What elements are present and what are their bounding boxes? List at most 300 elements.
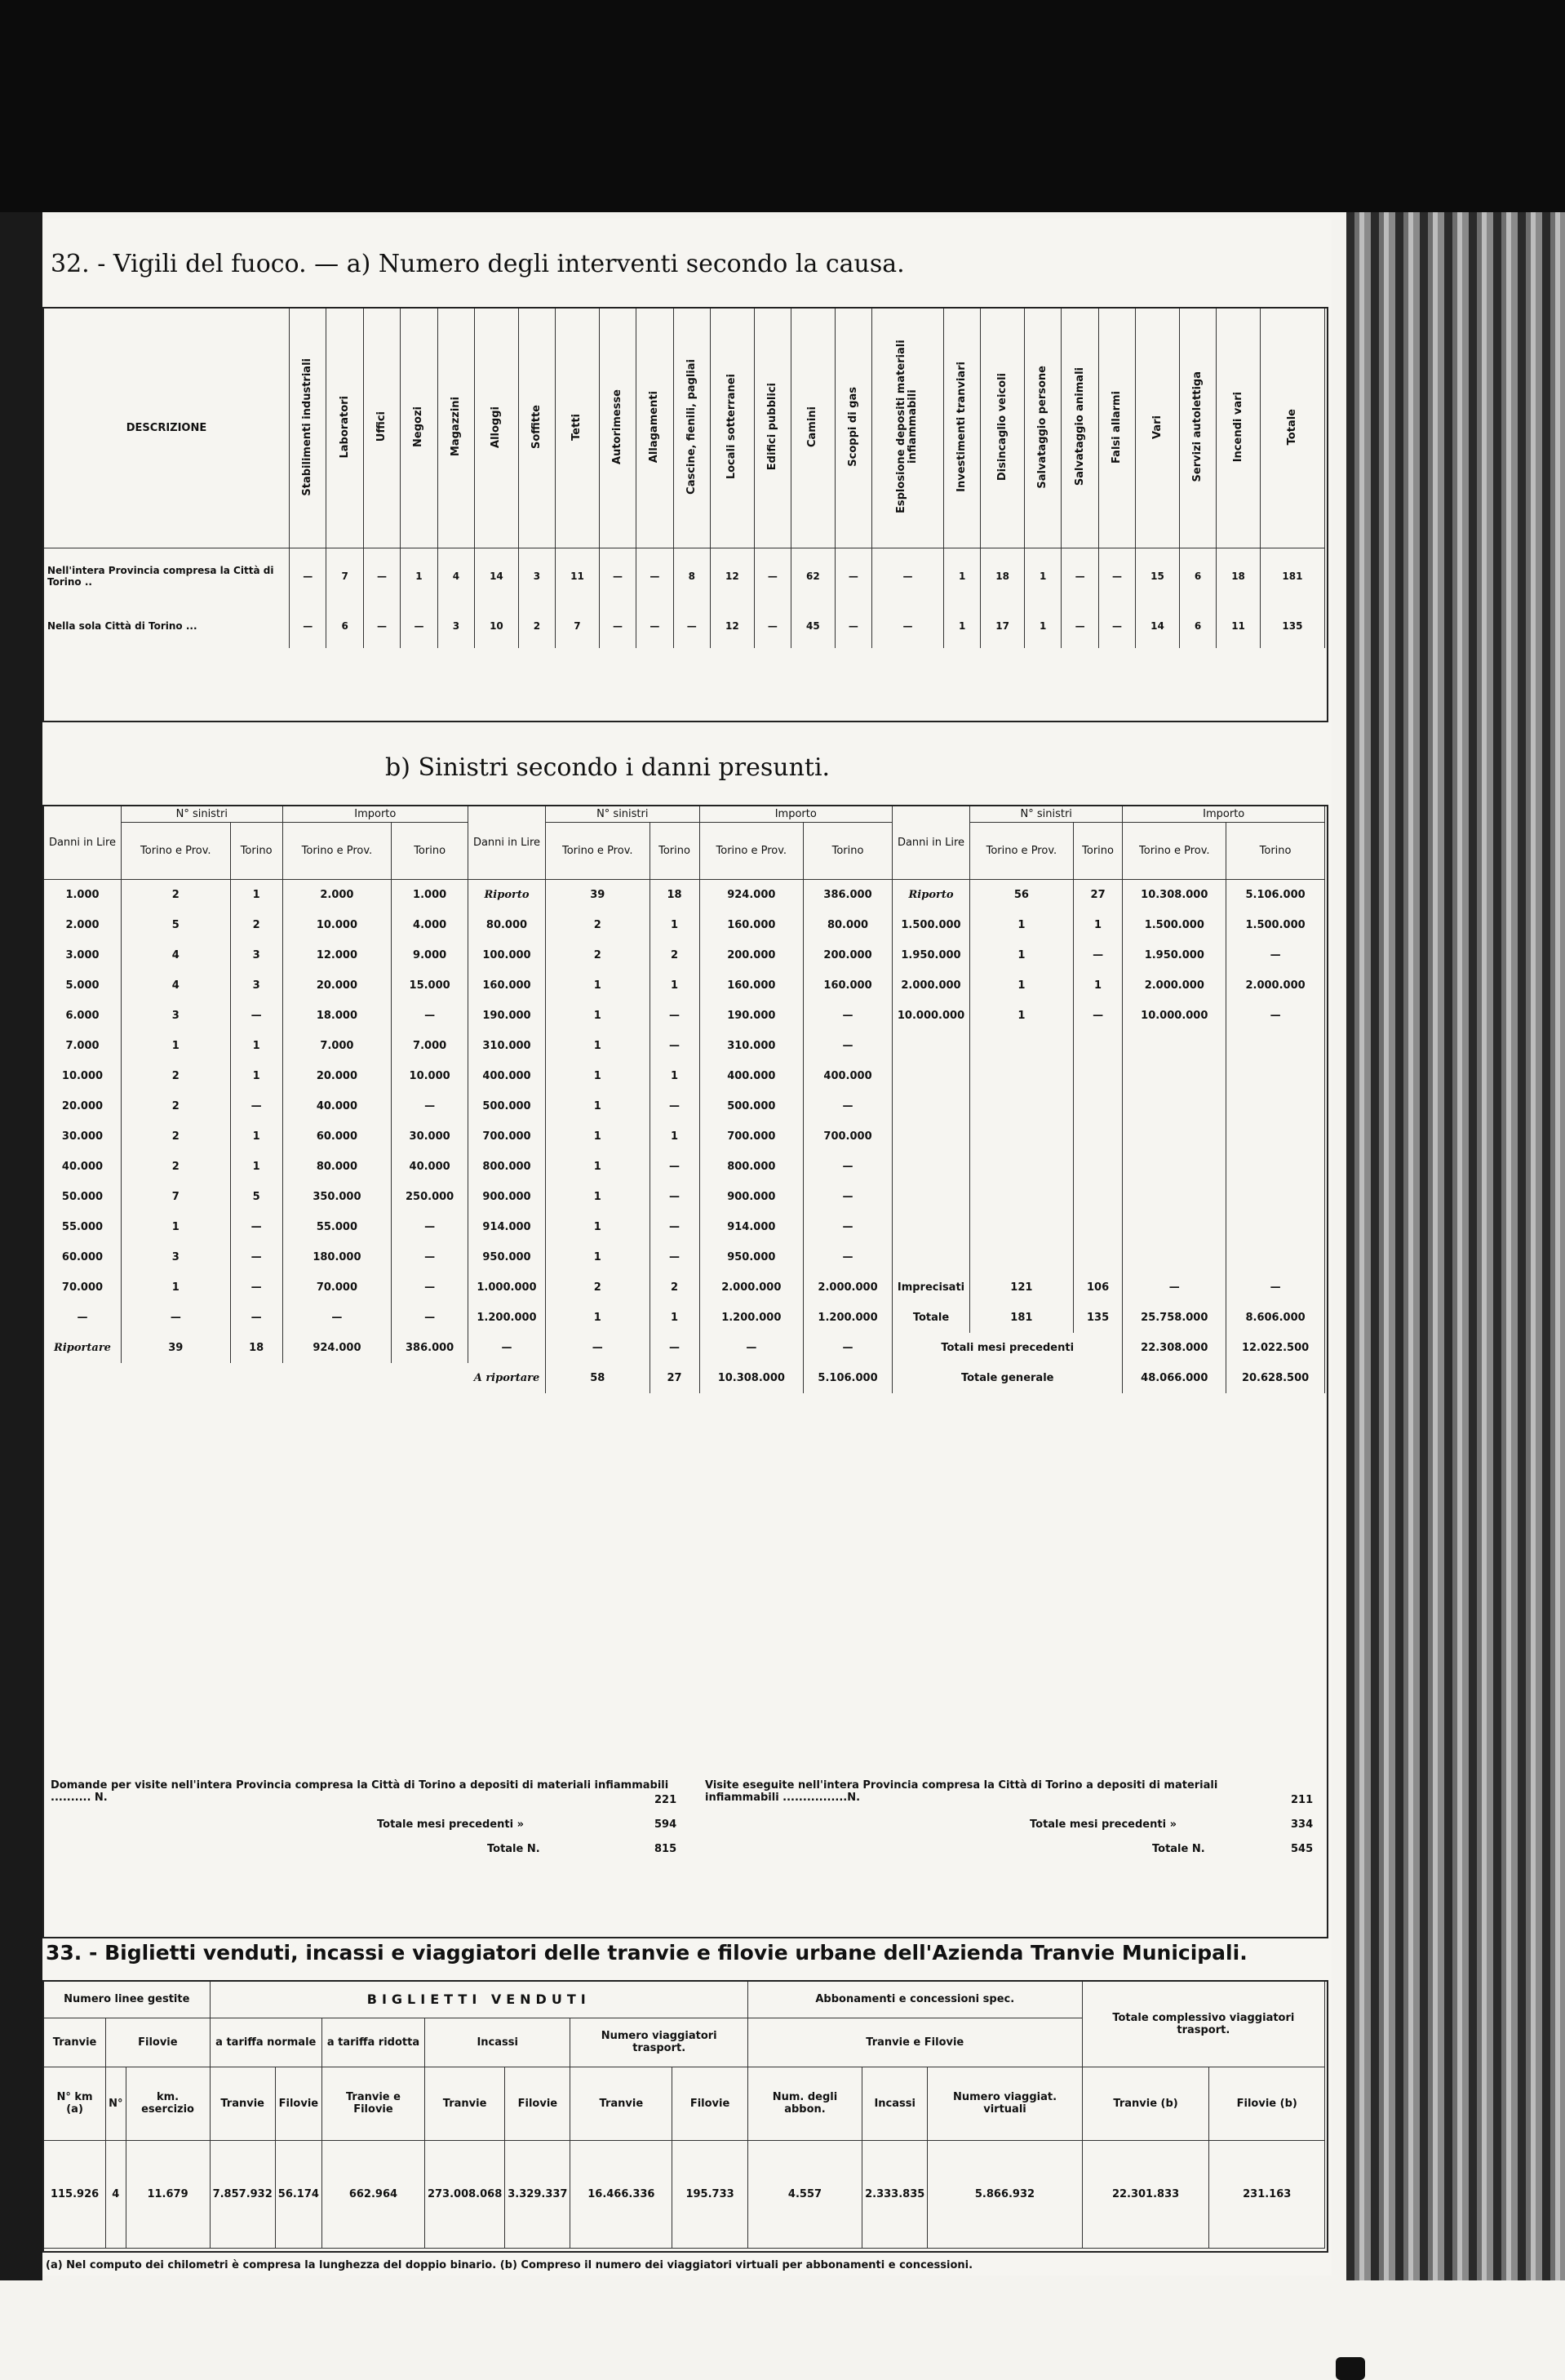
blank-cell: [1073, 1121, 1123, 1152]
value-cell: 22.301.833: [1082, 2140, 1209, 2248]
cell-value: —: [804, 1182, 893, 1212]
table-row: [44, 1001, 468, 1031]
cause-header-label: Laboratori: [338, 395, 351, 459]
th-cause-11: [711, 309, 755, 548]
blank-cell: [1226, 1121, 1325, 1152]
cell-value: —: [804, 1001, 893, 1031]
section33-note: (a) Nel computo dei chilometri è compresa la lunghezza del doppio binario. (b) Compreso il numero dei viaggiatori virtuali per abbonamenti e concessioni.: [46, 2259, 973, 2271]
cell-value: 80.000: [468, 910, 546, 940]
cell-value: 950.000: [468, 1242, 546, 1272]
cell-value: 3: [230, 940, 282, 970]
riporto-row: [893, 880, 1325, 911]
cause-header-label: Stabilimenti industriali: [301, 357, 314, 496]
cell-value: 40.000: [392, 1152, 468, 1182]
th-cause-24: [1260, 309, 1324, 548]
table-row: [468, 940, 893, 970]
cell-value: 4.000: [392, 910, 468, 940]
cell-value: —: [649, 1031, 699, 1061]
footer-left-v2: 594: [654, 1818, 677, 1831]
cause-header-label: Scoppi di gas: [846, 387, 859, 467]
cell-value: 700.000: [468, 1121, 546, 1152]
th-h_torino_prov: Torino e Prov.: [970, 823, 1074, 880]
th-kmes: km. esercizio: [126, 2067, 210, 2140]
cell-value: 386.000: [392, 1333, 468, 1363]
cell-value: 1: [546, 1242, 650, 1272]
cell-value: 180.000: [282, 1242, 392, 1272]
cell-value: 2: [122, 1152, 231, 1182]
table-row: [893, 1001, 1325, 1031]
th-sub-6: Filovie: [672, 2067, 748, 2140]
cause-header-label: Incendi vari: [1231, 391, 1244, 463]
th-cause-21: [1136, 309, 1180, 548]
cell-value: 700.000: [804, 1121, 893, 1152]
cause-header-label: Locali sotterranei: [725, 374, 738, 480]
cell-value: 400.000: [468, 1061, 546, 1091]
cell-value: 1: [1073, 910, 1123, 940]
cell-value: 1: [1024, 604, 1061, 648]
blank-cell: [970, 1061, 1074, 1091]
cell-value: 2: [122, 1091, 231, 1121]
table-row: [468, 1212, 893, 1242]
cell-value: —: [649, 1212, 699, 1242]
cause-header-label: Magazzini: [449, 397, 462, 457]
blank-cell: [970, 1152, 1074, 1182]
th-danni: Danni in Lire: [893, 806, 970, 880]
cell-value: 100.000: [468, 940, 546, 970]
th-totale: Totale complessivo viaggiatori trasport.: [1082, 1982, 1324, 2067]
cell-value: 27: [649, 1363, 699, 1393]
cell-value: —: [392, 1001, 468, 1031]
cell-value: 18: [649, 880, 699, 911]
th-cause-3: [401, 309, 437, 548]
table-row: [44, 910, 468, 940]
cell-value: 914.000: [468, 1212, 546, 1242]
cell-value: 45: [791, 604, 836, 648]
cell-value: 5: [122, 910, 231, 940]
cell-value: 1: [649, 1061, 699, 1091]
table-b-group-2: [468, 806, 893, 1393]
cell-value: 9.000: [392, 940, 468, 970]
cell-value: 190.000: [699, 1001, 804, 1031]
cell-value: 310.000: [699, 1031, 804, 1061]
th-sub-5: Tranvie: [570, 2067, 672, 2140]
tot-gen-label: Totale generale: [893, 1363, 1123, 1393]
th-importo: Importo: [282, 806, 468, 823]
riporto-row: [468, 880, 893, 911]
row-label: Nella sola Città di Torino ...: [44, 604, 290, 648]
cell-value: 5.000: [44, 970, 122, 1001]
cell-value: 900.000: [699, 1182, 804, 1212]
scan-dark-top: [0, 0, 1565, 212]
th-sub-10: Tranvie (b): [1082, 2067, 1209, 2140]
cell-value: 7: [122, 1182, 231, 1212]
cell-value: 1: [546, 1091, 650, 1121]
cell-value: 6: [326, 604, 363, 648]
value-cell: 11.679: [126, 2140, 210, 2248]
cell-value: 80.000: [804, 910, 893, 940]
cell-value: 2: [122, 1061, 231, 1091]
th-h_torino: Torino: [804, 823, 893, 880]
table-row: [44, 1303, 468, 1333]
th-h_torino: Torino: [392, 823, 468, 880]
table-row: [44, 1061, 468, 1091]
cell-value: 12: [711, 604, 755, 648]
cell-value: 1: [546, 1121, 650, 1152]
cell-value: 1: [546, 1182, 650, 1212]
table-row: [44, 1031, 468, 1061]
cell-value: 1.500.000: [1226, 910, 1325, 940]
th-cause-0: [290, 309, 326, 548]
cell-value: 1: [546, 1001, 650, 1031]
cell-value: —: [636, 604, 673, 648]
riportare-row: [468, 1363, 893, 1393]
cell-value: —: [282, 1303, 392, 1333]
cell-value: —: [44, 1303, 122, 1333]
cell-value: 4: [122, 940, 231, 970]
table-row: [468, 1303, 893, 1333]
cell-value: 2: [122, 1121, 231, 1152]
th-h_torino: Torino: [1226, 823, 1325, 880]
cell-value: —: [230, 1272, 282, 1303]
th-nsinistri: N° sinistri: [970, 806, 1123, 823]
cell-value: —: [754, 604, 791, 648]
cell-value: —: [699, 1333, 804, 1363]
cell-value: 3.000: [44, 940, 122, 970]
cause-header-label: Alloggi: [490, 406, 503, 448]
cell-value: 62: [791, 548, 836, 605]
cell-value: 58: [546, 1363, 650, 1393]
blank-cell: [1226, 1152, 1325, 1182]
cell-value: 25.758.000: [1123, 1303, 1226, 1333]
cell-value: —: [546, 1333, 650, 1363]
blank-cell: [1073, 1152, 1123, 1182]
section33-title: 33. - Biglietti venduti, incassi e viaggiatori delle tranvie e filovie urbane dell'Azienda Tranvie Municipali.: [46, 1941, 1248, 1965]
cell-value: 4: [122, 970, 231, 1001]
cell-value: —: [290, 548, 326, 605]
cell-value: 914.000: [699, 1212, 804, 1242]
cause-header-label: Negozi: [412, 406, 425, 447]
table-row: [468, 1272, 893, 1303]
th-cause-4: [437, 309, 474, 548]
th-nsinistri: N° sinistri: [122, 806, 283, 823]
cell-value: 7: [326, 548, 363, 605]
blank-cell: [893, 1121, 970, 1152]
cell-value: 18: [230, 1333, 282, 1363]
cell-value: 160.000: [468, 970, 546, 1001]
cell-value: 7.000: [392, 1031, 468, 1061]
cell-value: 11: [1217, 604, 1261, 648]
cell-value: 135: [1260, 604, 1324, 648]
th-h_torino: Torino: [1073, 823, 1123, 880]
th-cause-20: [1098, 309, 1135, 548]
value-cell: 7.857.932: [210, 2140, 275, 2248]
scan-dark-left: [0, 212, 42, 2280]
blank-cell: [970, 1091, 1074, 1121]
blank-cell: [970, 1212, 1074, 1242]
cell-value: 30.000: [44, 1121, 122, 1152]
th-h_torino_prov: Torino e Prov.: [282, 823, 392, 880]
footer-right-line2: Totale mesi precedenti »: [1030, 1818, 1177, 1831]
cell-value: 924.000: [282, 1333, 392, 1363]
cell-value: —: [804, 1152, 893, 1182]
cell-value: 7: [556, 604, 600, 648]
cell-value: —: [872, 604, 944, 648]
blank-cell: [1226, 1031, 1325, 1061]
cell-value: 1.000: [392, 880, 468, 911]
table-row: [468, 1333, 893, 1363]
document-page: [42, 219, 1332, 2276]
cause-header-label: Totale: [1285, 408, 1298, 446]
blank-cell: [1073, 1091, 1123, 1121]
table-row: [468, 1152, 893, 1182]
blank-cell: [1123, 1121, 1226, 1152]
table-c: [44, 1982, 1325, 2249]
cell-value: 310.000: [468, 1031, 546, 1061]
cell-value: 250.000: [392, 1182, 468, 1212]
th-danni: Danni in Lire: [44, 806, 122, 880]
mesi-prec-label: Totali mesi precedenti: [893, 1333, 1123, 1363]
cell-value: 10.000: [44, 1061, 122, 1091]
cause-header-label: Cascine, fienili, pagliai: [685, 359, 698, 495]
row-label: Nell'intera Provincia compresa la Città di Torino ..: [44, 548, 290, 605]
cell-value: 1: [230, 1031, 282, 1061]
th-sub-3: Tranvie: [424, 2067, 504, 2140]
th-cause-6: [518, 309, 555, 548]
cell-value: 60.000: [282, 1121, 392, 1152]
table-row: [44, 1121, 468, 1152]
blank-row: [893, 1152, 1325, 1182]
cell-value: 1.500.000: [893, 910, 970, 940]
table-row: [468, 1061, 893, 1091]
cell-value: 1.200.000: [804, 1303, 893, 1333]
cell-value: 500.000: [699, 1091, 804, 1121]
cell-value: 1: [649, 970, 699, 1001]
footer-right-v1: 211: [1291, 1794, 1314, 1806]
blank-cell: [1123, 1182, 1226, 1212]
th-viaggiatori: Numero viaggiatori trasport.: [570, 2018, 747, 2067]
section32-subtitle-b: b) Sinistri secondo i danni presunti.: [385, 753, 831, 782]
th-cause-7: [556, 309, 600, 548]
blank-cell: [1073, 1212, 1123, 1242]
footer-right-line1: Visite eseguite nell'intera Provincia compresa la Città di Torino a depositi di materiali infiammabili ................N.: [705, 1779, 1218, 1804]
table-a-row: [44, 548, 1325, 605]
cell-value: —: [363, 548, 400, 605]
th-cause-18: [1024, 309, 1061, 548]
cell-value: 3: [230, 970, 282, 1001]
cell-value: —: [230, 1001, 282, 1031]
cell-value: —: [1098, 548, 1135, 605]
cell-value: 50.000: [44, 1182, 122, 1212]
cell-value: —: [649, 1182, 699, 1212]
cell-value: 5.106.000: [1226, 880, 1325, 911]
cell-value: 1: [230, 1121, 282, 1152]
cell-value: 400.000: [804, 1061, 893, 1091]
cell-value: 190.000: [468, 1001, 546, 1031]
blank-cell: [1226, 1212, 1325, 1242]
blank-cell: [970, 1031, 1074, 1061]
table-row: [44, 1152, 468, 1182]
cell-value: 10.000.000: [893, 1001, 970, 1031]
value-cell: 662.964: [321, 2140, 424, 2248]
table-row: [44, 1272, 468, 1303]
cell-value: 2: [546, 1272, 650, 1303]
cell-value: —: [804, 1031, 893, 1061]
cell-value: 40.000: [282, 1091, 392, 1121]
footer-left-line3: Totale N.: [487, 1843, 540, 1855]
value-cell: 5.866.932: [928, 2140, 1082, 2248]
th-linee: Numero linee gestite: [44, 1982, 210, 2018]
value-cell: 2.333.835: [862, 2140, 928, 2248]
blank-cell: [1123, 1212, 1226, 1242]
cell-value: 6.000: [44, 1001, 122, 1031]
cell-value: 1: [122, 1212, 231, 1242]
cell-value: 1: [401, 548, 437, 605]
cause-header-label: Camini: [806, 406, 819, 448]
value-cell: 115.926: [44, 2140, 106, 2248]
blank-cell: [1123, 1061, 1226, 1091]
cell-value: Riportare: [44, 1333, 122, 1363]
blank-cell: [1123, 1031, 1226, 1061]
value-cell: 56.174: [275, 2140, 321, 2248]
th-cause-2: [363, 309, 400, 548]
cell-value: 1: [649, 910, 699, 940]
cell-value: 1: [230, 1152, 282, 1182]
totale-row: [893, 1303, 1325, 1333]
cell-value: 10.000: [282, 910, 392, 940]
cell-value: 1: [546, 1303, 650, 1333]
cell-value: 1: [546, 1031, 650, 1061]
cell-value: —: [230, 1303, 282, 1333]
cell-value: 1.500.000: [1123, 910, 1226, 940]
cell-value: —: [599, 604, 636, 648]
cell-value: 2.000.000: [893, 970, 970, 1001]
cell-value: —: [363, 604, 400, 648]
cell-value: 8: [673, 548, 710, 605]
cell-value: —: [230, 1091, 282, 1121]
cell-value: —: [1073, 940, 1123, 970]
cell-value: 2.000.000: [804, 1272, 893, 1303]
cell-value: 800.000: [699, 1152, 804, 1182]
cell-value: 800.000: [468, 1152, 546, 1182]
book-page-edges: [1346, 212, 1565, 2280]
cell-value: 900.000: [468, 1182, 546, 1212]
cell-value: 135: [1073, 1303, 1123, 1333]
table-row: [468, 970, 893, 1001]
blank-cell: [1226, 1182, 1325, 1212]
cell-value: 1.950.000: [1123, 940, 1226, 970]
cell-value: —: [835, 604, 871, 648]
blank-cell: [893, 1031, 970, 1061]
cell-value: 20.000: [282, 1061, 392, 1091]
th-h_torino_prov: Torino e Prov.: [1123, 823, 1226, 880]
cell-value: 400.000: [699, 1061, 804, 1091]
value-cell: 273.008.068: [424, 2140, 504, 2248]
cell-value: —: [754, 548, 791, 605]
th-h_torino: Torino: [230, 823, 282, 880]
cell-value: 1: [122, 1031, 231, 1061]
value-cell: 3.329.337: [505, 2140, 570, 2248]
cell-value: 20.000: [282, 970, 392, 1001]
table-row: [468, 1182, 893, 1212]
cause-header-label: Falsi allarmi: [1110, 390, 1123, 464]
cause-header-label: Salvataggio persone: [1036, 365, 1049, 489]
value-cell: 4.557: [747, 2140, 862, 2248]
footer-left-line1: Domande per visite nell'intera Provincia compresa la Città di Torino a depositi di materiali infiammabili .......... N.: [51, 1779, 669, 1804]
table-row: [44, 1182, 468, 1212]
cell-value: 8.606.000: [1226, 1303, 1325, 1333]
cell-value: —: [1226, 1272, 1325, 1303]
blank-row: [893, 1091, 1325, 1121]
cause-header-label: Tetti: [570, 413, 583, 441]
cell-value: 6: [1179, 604, 1216, 648]
cell-value: 14: [1136, 604, 1180, 648]
cell-value: 2.000: [282, 880, 392, 911]
blank-cell: [893, 1061, 970, 1091]
th-sub-11: Filovie (b): [1209, 2067, 1325, 2140]
cell-value: 3: [518, 548, 555, 605]
th-sub-4: Filovie: [505, 2067, 570, 2140]
cell-value: 4: [437, 548, 474, 605]
cause-header-label: Allagamenti: [648, 390, 661, 464]
th-importo: Importo: [1123, 806, 1325, 823]
cell-value: —: [1226, 1001, 1325, 1031]
cause-header-label: Esplosione depositi materiali infiammabili: [895, 340, 920, 514]
blank-row: [893, 1121, 1325, 1152]
cell-value: 1: [1073, 970, 1123, 1001]
blank-cell: [893, 1152, 970, 1182]
cell-value: —: [649, 1001, 699, 1031]
cell-value: —: [649, 1152, 699, 1182]
cause-header-label: Servizi autolettiga: [1191, 371, 1204, 482]
cell-value: 70.000: [282, 1272, 392, 1303]
cell-value: 1: [546, 1061, 650, 1091]
cell-value: 55.000: [282, 1212, 392, 1242]
cell-value: 10.000: [392, 1061, 468, 1091]
blank-cell: [893, 1182, 970, 1212]
th-sub-2: Tranvie e Filovie: [321, 2067, 424, 2140]
th-sub-1: Filovie: [275, 2067, 321, 2140]
page-number-mark: [1336, 2357, 1365, 2380]
value-cell: 231.163: [1209, 2140, 1325, 2248]
cell-value: 27: [1073, 880, 1123, 911]
cell-value: —: [1073, 1001, 1123, 1031]
footer-right-line3: Totale N.: [1152, 1843, 1205, 1855]
cell-value: 15.000: [392, 970, 468, 1001]
th-cause-15: [872, 309, 944, 548]
cell-value: 7.000: [44, 1031, 122, 1061]
riportare-row: [44, 1333, 468, 1363]
blank-cell: [1073, 1031, 1123, 1061]
cell-value: 12.000: [282, 940, 392, 970]
cell-value: —: [1226, 940, 1325, 970]
cell-value: 1.000.000: [468, 1272, 546, 1303]
table-row: [468, 1031, 893, 1061]
th-h_torino_prov: Torino e Prov.: [122, 823, 231, 880]
cell-value: 1: [943, 548, 980, 605]
blank-row: [893, 1182, 1325, 1212]
blank-cell: [893, 1242, 970, 1272]
cell-value: 1: [970, 970, 1074, 1001]
cell-value: —: [230, 1242, 282, 1272]
cell-value: 80.000: [282, 1152, 392, 1182]
cell-value: —: [804, 1333, 893, 1363]
th-tranvie-filovie: Tranvie e Filovie: [747, 2018, 1082, 2067]
th-nkm: N° km (a): [44, 2067, 106, 2140]
th-h_torino: Torino: [649, 823, 699, 880]
cell-value: 12: [711, 548, 755, 605]
cell-value: 1: [230, 1061, 282, 1091]
table-b-group-3: [893, 806, 1325, 1393]
